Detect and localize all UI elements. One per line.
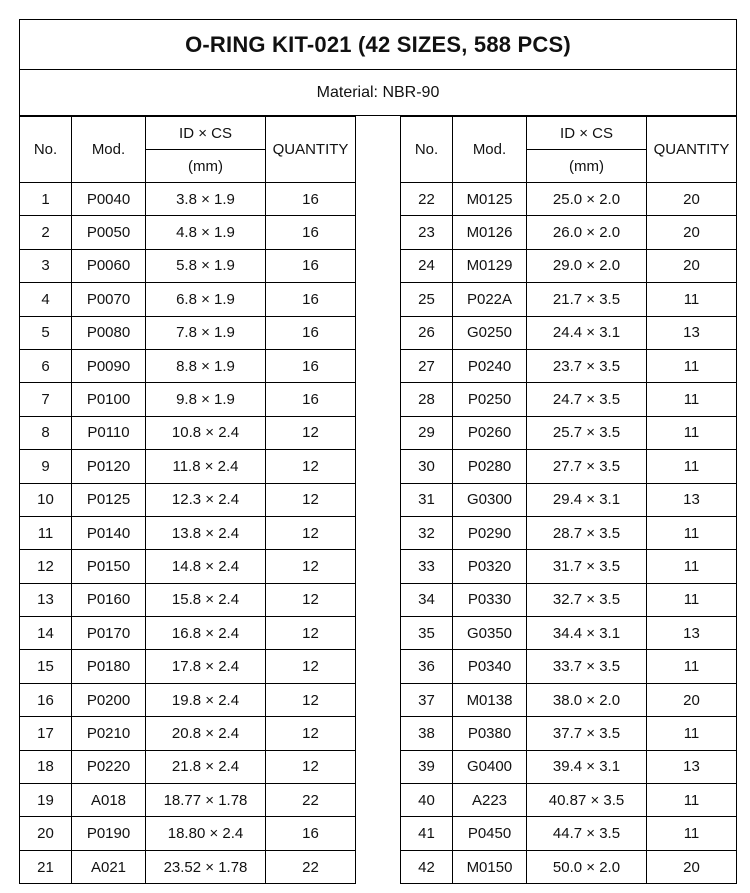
cell-quantity: 20 <box>647 216 737 249</box>
cell-mod: P0220 <box>72 750 146 783</box>
cell-mod: P0110 <box>72 416 146 449</box>
cell-size: 20.8 × 2.4 <box>146 717 266 750</box>
header-mod: Mod. <box>72 117 146 183</box>
table-row <box>20 550 356 583</box>
cell-no: 21 <box>20 850 72 883</box>
title-row <box>19 19 737 70</box>
cell-size: 15.8 × 2.4 <box>146 583 266 616</box>
cell-size: 25.7 × 3.5 <box>527 416 647 449</box>
cell-no: 19 <box>20 784 72 817</box>
table-row <box>401 717 737 750</box>
material-row <box>19 70 737 116</box>
table-row <box>401 183 737 216</box>
right-table <box>400 116 737 884</box>
cell-size: 16.8 × 2.4 <box>146 617 266 650</box>
cell-no: 34 <box>401 583 453 616</box>
table-row <box>401 249 737 282</box>
header-no: No. <box>401 117 453 183</box>
cell-quantity: 13 <box>647 750 737 783</box>
cell-no: 8 <box>20 416 72 449</box>
table-row <box>401 583 737 616</box>
cell-mod: A018 <box>72 784 146 817</box>
cell-no: 42 <box>401 850 453 883</box>
cell-quantity: 13 <box>647 316 737 349</box>
cell-mod: P0100 <box>72 383 146 416</box>
table-row <box>401 650 737 683</box>
table-row <box>401 316 737 349</box>
cell-size: 14.8 × 2.4 <box>146 550 266 583</box>
cell-quantity: 11 <box>647 650 737 683</box>
cell-mod: P0190 <box>72 817 146 850</box>
cell-no: 4 <box>20 283 72 316</box>
cell-mod: P0040 <box>72 183 146 216</box>
table-row <box>20 617 356 650</box>
cell-size: 17.8 × 2.4 <box>146 650 266 683</box>
cell-size: 3.8 × 1.9 <box>146 183 266 216</box>
cell-mod: P0340 <box>453 650 527 683</box>
cell-quantity: 13 <box>647 617 737 650</box>
cell-no: 32 <box>401 516 453 549</box>
cell-size: 21.7 × 3.5 <box>527 283 647 316</box>
cell-mod: G0250 <box>453 316 527 349</box>
cell-size: 7.8 × 1.9 <box>146 316 266 349</box>
cell-no: 5 <box>20 316 72 349</box>
cell-size: 27.7 × 3.5 <box>527 450 647 483</box>
cell-quantity: 20 <box>647 683 737 716</box>
cell-mod: P0140 <box>72 516 146 549</box>
cell-mod: M0150 <box>453 850 527 883</box>
cell-quantity: 11 <box>647 550 737 583</box>
cell-quantity: 12 <box>266 450 356 483</box>
cell-mod: P0160 <box>72 583 146 616</box>
cell-mod: P022A <box>453 283 527 316</box>
table-row <box>401 216 737 249</box>
cell-no: 31 <box>401 483 453 516</box>
cell-size: 37.7 × 3.5 <box>527 717 647 750</box>
cell-no: 15 <box>20 650 72 683</box>
cell-size: 24.7 × 3.5 <box>527 383 647 416</box>
header-unit: (mm) <box>527 150 647 183</box>
cell-quantity: 12 <box>266 717 356 750</box>
table-row <box>401 617 737 650</box>
cell-size: 23.52 × 1.78 <box>146 850 266 883</box>
cell-no: 29 <box>401 416 453 449</box>
table-row <box>20 717 356 750</box>
kit-sheet <box>19 19 737 884</box>
cell-mod: P0170 <box>72 617 146 650</box>
cell-quantity: 16 <box>266 283 356 316</box>
cell-size: 13.8 × 2.4 <box>146 516 266 549</box>
table-row <box>20 850 356 883</box>
cell-mod: A223 <box>453 784 527 817</box>
cell-mod: M0129 <box>453 249 527 282</box>
cell-size: 5.8 × 1.9 <box>146 249 266 282</box>
cell-no: 36 <box>401 650 453 683</box>
header-no: No. <box>20 117 72 183</box>
cell-quantity: 16 <box>266 316 356 349</box>
table-row <box>20 483 356 516</box>
table-row <box>401 750 737 783</box>
table-row <box>20 817 356 850</box>
cell-no: 6 <box>20 349 72 382</box>
cell-mod: P0125 <box>72 483 146 516</box>
cell-no: 7 <box>20 383 72 416</box>
table-row <box>401 416 737 449</box>
cell-mod: P0150 <box>72 550 146 583</box>
cell-no: 28 <box>401 383 453 416</box>
cell-mod: P0240 <box>453 349 527 382</box>
cell-quantity: 20 <box>647 850 737 883</box>
cell-quantity: 11 <box>647 717 737 750</box>
cell-quantity: 12 <box>266 550 356 583</box>
table-row <box>20 316 356 349</box>
cell-quantity: 16 <box>266 349 356 382</box>
cell-no: 30 <box>401 450 453 483</box>
cell-quantity: 16 <box>266 383 356 416</box>
table-row <box>20 416 356 449</box>
cell-mod: P0380 <box>453 717 527 750</box>
table-row <box>20 349 356 382</box>
cell-mod: P0210 <box>72 717 146 750</box>
cell-no: 38 <box>401 717 453 750</box>
header-idcs: ID × CS <box>527 117 647 150</box>
cell-quantity: 11 <box>647 416 737 449</box>
cell-quantity: 16 <box>266 249 356 282</box>
cell-size: 38.0 × 2.0 <box>527 683 647 716</box>
cell-no: 1 <box>20 183 72 216</box>
cell-mod: P0450 <box>453 817 527 850</box>
cell-no: 33 <box>401 550 453 583</box>
cell-no: 41 <box>401 817 453 850</box>
cell-no: 9 <box>20 450 72 483</box>
table-row <box>401 383 737 416</box>
table-row <box>20 516 356 549</box>
cell-size: 19.8 × 2.4 <box>146 683 266 716</box>
cell-mod: M0138 <box>453 683 527 716</box>
cell-no: 24 <box>401 249 453 282</box>
cell-mod: P0080 <box>72 316 146 349</box>
table-row <box>20 249 356 282</box>
cell-no: 2 <box>20 216 72 249</box>
cell-size: 10.8 × 2.4 <box>146 416 266 449</box>
cell-size: 6.8 × 1.9 <box>146 283 266 316</box>
header-mod: Mod. <box>453 117 527 183</box>
table-row <box>20 583 356 616</box>
table-row <box>20 216 356 249</box>
cell-no: 3 <box>20 249 72 282</box>
cell-mod: P0320 <box>453 550 527 583</box>
right-table-body <box>401 183 737 884</box>
cell-quantity: 11 <box>647 516 737 549</box>
cell-quantity: 12 <box>266 650 356 683</box>
table-row <box>20 750 356 783</box>
cell-size: 25.0 × 2.0 <box>527 183 647 216</box>
cell-mod: P0250 <box>453 383 527 416</box>
table-row <box>20 450 356 483</box>
cell-size: 8.8 × 1.9 <box>146 349 266 382</box>
table-row <box>20 183 356 216</box>
table-row <box>401 550 737 583</box>
material-label: Material: NBR-90 <box>316 83 440 101</box>
cell-quantity: 20 <box>647 249 737 282</box>
cell-size: 9.8 × 1.9 <box>146 383 266 416</box>
cell-size: 21.8 × 2.4 <box>146 750 266 783</box>
cell-no: 26 <box>401 316 453 349</box>
cell-quantity: 12 <box>266 617 356 650</box>
table-row <box>401 683 737 716</box>
left-table-body <box>20 183 356 884</box>
table-row <box>20 650 356 683</box>
cell-mod: P0120 <box>72 450 146 483</box>
cell-quantity: 12 <box>266 750 356 783</box>
kit-title: O-RING KIT-021 (42 SIZES, 588 PCS) <box>185 31 571 57</box>
cell-no: 40 <box>401 784 453 817</box>
cell-mod: P0090 <box>72 349 146 382</box>
cell-quantity: 11 <box>647 583 737 616</box>
table-row <box>401 483 737 516</box>
table-row <box>401 283 737 316</box>
cell-no: 23 <box>401 216 453 249</box>
cell-no: 20 <box>20 817 72 850</box>
cell-mod: G0400 <box>453 750 527 783</box>
cell-mod: P0060 <box>72 249 146 282</box>
table-row <box>20 784 356 817</box>
cell-size: 29.0 × 2.0 <box>527 249 647 282</box>
cell-quantity: 11 <box>647 349 737 382</box>
cell-mod: M0126 <box>453 216 527 249</box>
cell-mod: G0300 <box>453 483 527 516</box>
cell-mod: P0070 <box>72 283 146 316</box>
cell-mod: M0125 <box>453 183 527 216</box>
cell-quantity: 11 <box>647 784 737 817</box>
cell-no: 22 <box>401 183 453 216</box>
cell-size: 24.4 × 3.1 <box>527 316 647 349</box>
cell-no: 14 <box>20 617 72 650</box>
cell-no: 25 <box>401 283 453 316</box>
cell-quantity: 12 <box>266 416 356 449</box>
cell-quantity: 12 <box>266 483 356 516</box>
cell-no: 37 <box>401 683 453 716</box>
cell-no: 35 <box>401 617 453 650</box>
cell-no: 13 <box>20 583 72 616</box>
cell-no: 11 <box>20 516 72 549</box>
tables-wrapper <box>19 116 737 884</box>
cell-quantity: 16 <box>266 817 356 850</box>
cell-no: 17 <box>20 717 72 750</box>
cell-quantity: 16 <box>266 183 356 216</box>
cell-size: 18.80 × 2.4 <box>146 817 266 850</box>
table-row <box>20 683 356 716</box>
cell-size: 23.7 × 3.5 <box>527 349 647 382</box>
cell-mod: P0330 <box>453 583 527 616</box>
cell-size: 32.7 × 3.5 <box>527 583 647 616</box>
table-row <box>401 850 737 883</box>
cell-mod: P0260 <box>453 416 527 449</box>
table-row <box>401 450 737 483</box>
cell-size: 34.4 × 3.1 <box>527 617 647 650</box>
table-row <box>401 784 737 817</box>
cell-quantity: 11 <box>647 817 737 850</box>
table-row <box>20 383 356 416</box>
cell-size: 28.7 × 3.5 <box>527 516 647 549</box>
cell-mod: A021 <box>72 850 146 883</box>
cell-quantity: 11 <box>647 450 737 483</box>
cell-quantity: 22 <box>266 784 356 817</box>
cell-size: 29.4 × 3.1 <box>527 483 647 516</box>
left-table <box>19 116 356 884</box>
cell-mod: P0290 <box>453 516 527 549</box>
cell-quantity: 13 <box>647 483 737 516</box>
table-row <box>401 349 737 382</box>
cell-mod: P0200 <box>72 683 146 716</box>
header-quantity: QUANTITY <box>647 117 737 183</box>
cell-mod: P0050 <box>72 216 146 249</box>
cell-size: 39.4 × 3.1 <box>527 750 647 783</box>
cell-no: 10 <box>20 483 72 516</box>
cell-quantity: 16 <box>266 216 356 249</box>
cell-size: 12.3 × 2.4 <box>146 483 266 516</box>
cell-size: 11.8 × 2.4 <box>146 450 266 483</box>
cell-no: 12 <box>20 550 72 583</box>
cell-size: 44.7 × 3.5 <box>527 817 647 850</box>
cell-quantity: 12 <box>266 583 356 616</box>
cell-no: 18 <box>20 750 72 783</box>
cell-quantity: 22 <box>266 850 356 883</box>
cell-size: 18.77 × 1.78 <box>146 784 266 817</box>
cell-size: 40.87 × 3.5 <box>527 784 647 817</box>
cell-quantity: 11 <box>647 283 737 316</box>
cell-size: 31.7 × 3.5 <box>527 550 647 583</box>
header-unit: (mm) <box>146 150 266 183</box>
cell-quantity: 11 <box>647 383 737 416</box>
cell-quantity: 12 <box>266 683 356 716</box>
cell-size: 4.8 × 1.9 <box>146 216 266 249</box>
header-quantity: QUANTITY <box>266 117 356 183</box>
cell-quantity: 12 <box>266 516 356 549</box>
cell-size: 26.0 × 2.0 <box>527 216 647 249</box>
table-row <box>20 283 356 316</box>
cell-no: 16 <box>20 683 72 716</box>
cell-mod: P0180 <box>72 650 146 683</box>
cell-mod: G0350 <box>453 617 527 650</box>
cell-size: 50.0 × 2.0 <box>527 850 647 883</box>
cell-quantity: 20 <box>647 183 737 216</box>
cell-no: 27 <box>401 349 453 382</box>
table-row <box>401 516 737 549</box>
header-idcs: ID × CS <box>146 117 266 150</box>
cell-mod: P0280 <box>453 450 527 483</box>
cell-no: 39 <box>401 750 453 783</box>
table-row <box>401 817 737 850</box>
cell-size: 33.7 × 3.5 <box>527 650 647 683</box>
